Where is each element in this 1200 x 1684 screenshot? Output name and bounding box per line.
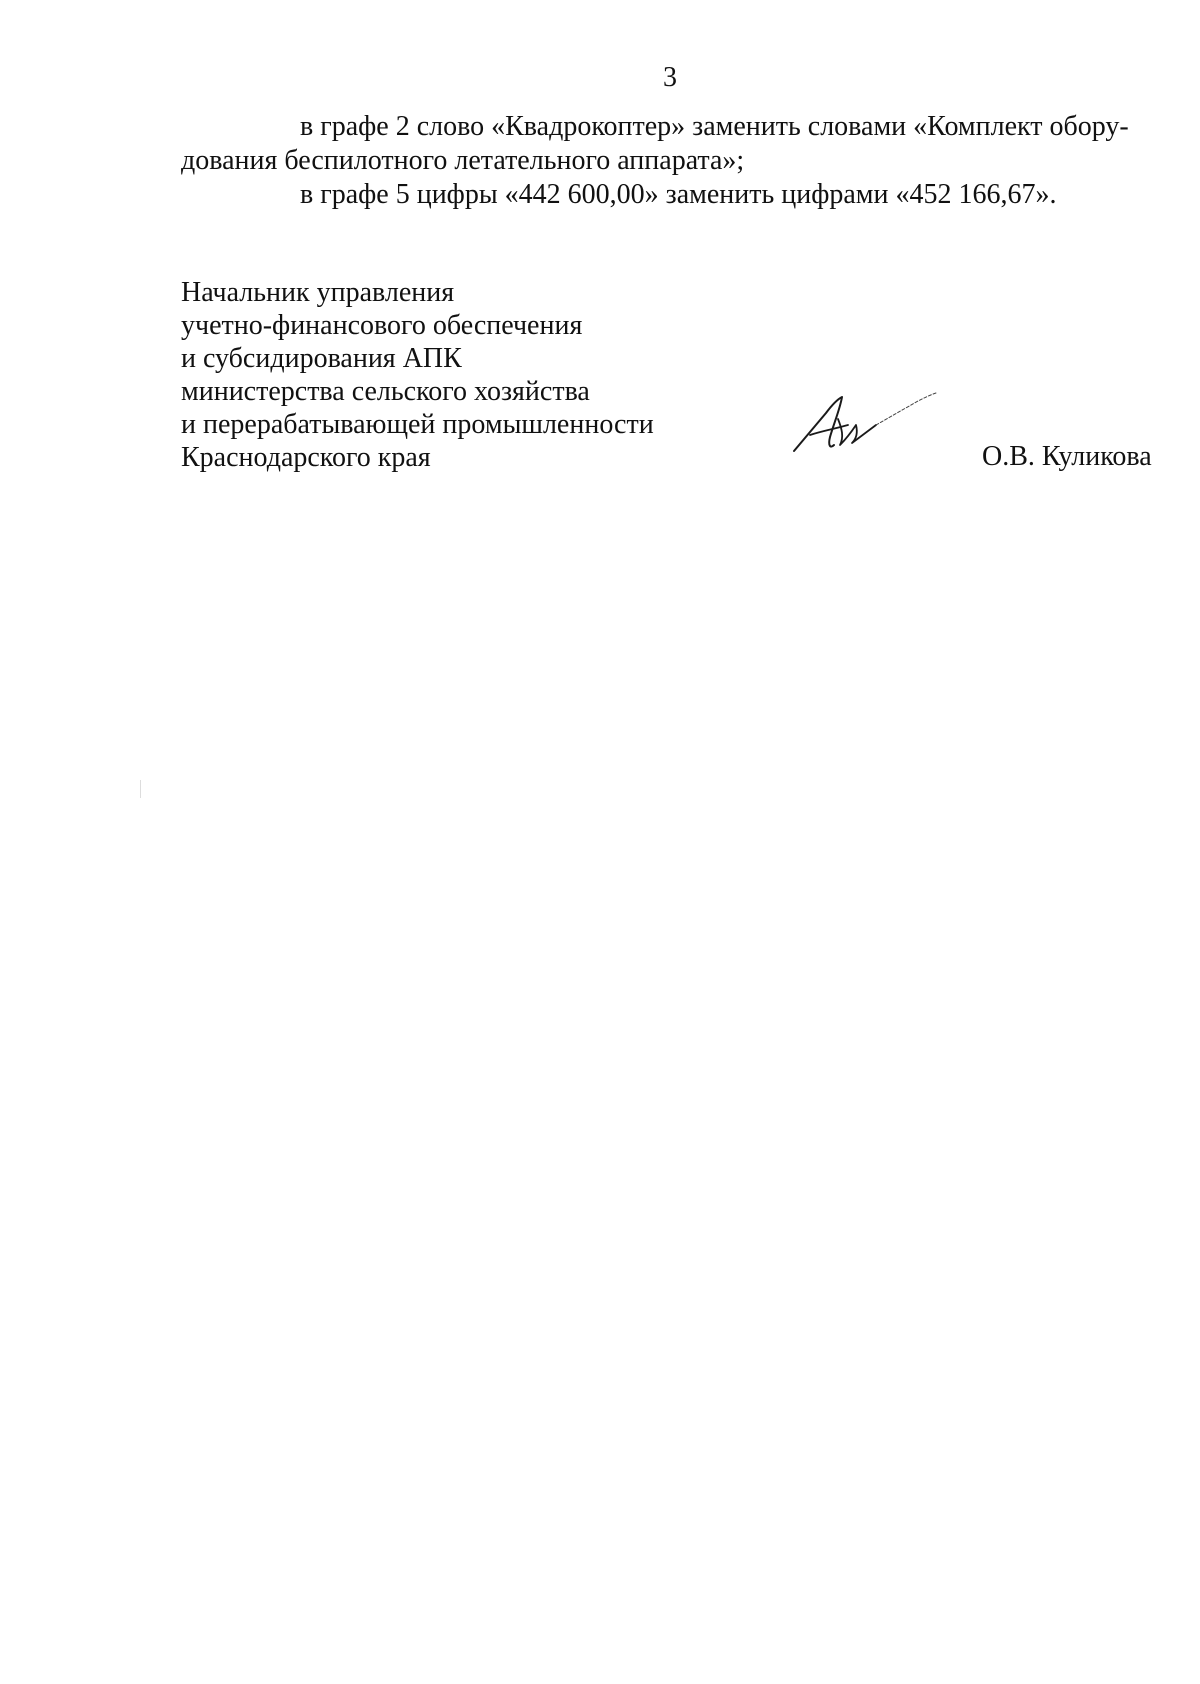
position-line: и субсидирования АПК (181, 343, 462, 374)
scan-artifact (140, 780, 141, 798)
signer-name: О.В. Куликова (982, 441, 1152, 472)
position-line: учетно-финансового обеспечения (181, 310, 583, 341)
amendment-line-1: в графе 2 слово «Квадрокоптер» заменить словами «Комплект обору- (300, 111, 1129, 142)
position-line: и перерабатывающей промышленности (181, 409, 654, 440)
page-number: 3 (663, 62, 677, 93)
position-line: Начальник управления (181, 277, 455, 308)
amendment-line-3: в графе 5 цифры «442 600,00» заменить цифрами «452 166,67». (300, 179, 1057, 210)
position-line: министерства сельского хозяйства (181, 376, 590, 407)
handwritten-signature (790, 385, 940, 465)
amendment-line-2: дования беспилотного летательного аппарата»; (181, 145, 745, 176)
position-line: Краснодарского края (181, 442, 431, 473)
signatory-position (181, 276, 654, 474)
